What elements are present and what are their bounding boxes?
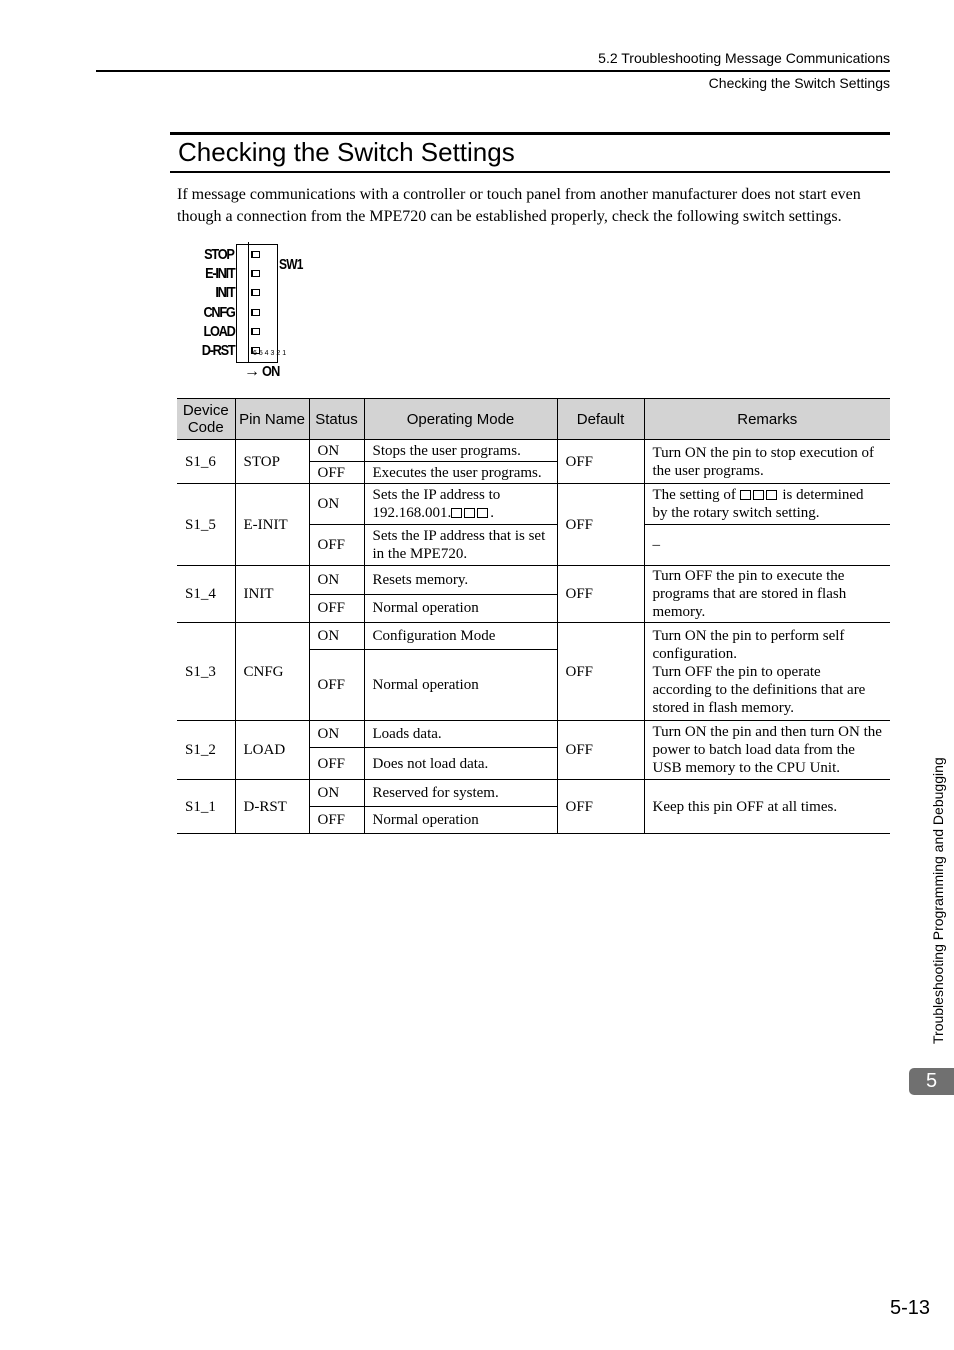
status-cell: ON [309, 440, 364, 462]
status-cell: OFF [309, 748, 364, 780]
col-header-status: Status [309, 399, 364, 440]
status-cell: OFF [309, 807, 364, 834]
operating-mode-cell: Reserved for system. [364, 780, 557, 807]
ip-suffix-text: . [490, 505, 494, 521]
device-code-cell: S1_1 [177, 780, 235, 834]
dip-label-d-rst: D-RST [201, 342, 234, 359]
dip-label-stop: STOP [204, 246, 234, 263]
dip-label-load: LOAD [202, 323, 234, 340]
remarks-prefix-text: The setting of [652, 487, 736, 503]
dip-label-cnfg: CNFG [202, 304, 234, 321]
placeholder-box-icon [766, 490, 777, 500]
remarks-line: Turn ON the pin to perform self configuration. [652, 627, 845, 662]
arrow-right-icon: → [244, 363, 260, 380]
status-cell: ON [309, 566, 364, 595]
pin-name-cell: LOAD [235, 721, 309, 780]
operating-mode-cell: Executes the user programs. [364, 462, 557, 484]
dip-pin [251, 289, 260, 296]
operating-mode-cell: Normal operation [364, 594, 557, 623]
operating-mode-cell: Sets the IP address that is set in the MPE720. [364, 525, 557, 566]
status-cell: OFF [309, 525, 364, 566]
operating-mode-cell: Resets memory. [364, 566, 557, 595]
table-row [177, 484, 890, 525]
device-code-cell: S1_4 [177, 566, 235, 623]
running-header-section: 5.2 Troubleshooting Message Communications [598, 50, 890, 66]
switch-name-label: SW1 [279, 256, 303, 273]
chapter-side-title: Troubleshooting Programming and Debugging [930, 757, 946, 1044]
status-cell: ON [309, 484, 364, 525]
placeholder-box-icon [451, 508, 462, 518]
operating-mode-cell: Stops the user programs. [364, 440, 557, 462]
dip-pin [251, 309, 260, 316]
table-row [177, 440, 890, 462]
status-cell: ON [309, 721, 364, 748]
dip-label-init: INIT [215, 284, 234, 301]
remarks-suffix-text: is determined by the rotary switch setting. [652, 487, 864, 521]
placeholder-box-icon [464, 508, 475, 518]
remarks-cell [644, 484, 890, 525]
remarks-cell: – [644, 525, 890, 566]
default-cell: OFF [557, 623, 644, 721]
placeholder-box-icon [477, 508, 488, 518]
pin-name-cell: D-RST [235, 780, 309, 834]
col-header-device-code: Device Code [177, 399, 235, 440]
default-cell: OFF [557, 484, 644, 566]
col-header-default: Default [557, 399, 644, 440]
operating-mode-cell: Does not load data. [364, 748, 557, 780]
default-cell: OFF [557, 440, 644, 484]
status-cell: OFF [309, 650, 364, 721]
operating-mode-cell: Loads data. [364, 721, 557, 748]
default-cell: OFF [557, 780, 644, 834]
switch-settings-table [177, 398, 890, 834]
remarks-cell [644, 623, 890, 721]
operating-mode-cell [364, 484, 557, 525]
pin-name-cell: STOP [235, 440, 309, 484]
device-code-cell: S1_5 [177, 484, 235, 566]
dip-pin-numbers: 6 5 4 3 2 1 [253, 350, 287, 357]
status-cell: OFF [309, 462, 364, 484]
dip-switch-figure [190, 238, 320, 383]
table-row [177, 623, 890, 650]
running-header-subsection: Checking the Switch Settings [708, 75, 890, 91]
default-cell: OFF [557, 566, 644, 623]
on-direction-label: ON [262, 363, 280, 380]
device-code-cell: S1_6 [177, 440, 235, 484]
remarks-line: Turn OFF the pin to operate according to the definitions that are stored in flash memory. [652, 663, 866, 716]
remarks-cell: Turn ON the pin and then turn ON the power to batch load data from the USB memory to the CPU Unit. [644, 721, 890, 780]
operating-mode-cell: Normal operation [364, 807, 557, 834]
device-code-cell: S1_3 [177, 623, 235, 721]
chapter-number-tab: 5 [909, 1068, 954, 1095]
col-header-pin-name: Pin Name [235, 399, 309, 440]
table-row [177, 566, 890, 595]
placeholder-box-icon [753, 490, 764, 500]
page-title: Checking the Switch Settings [178, 137, 515, 167]
page-number: 5-13 [889, 1297, 930, 1319]
placeholder-box-icon [740, 490, 751, 500]
intro-paragraph: If message communications with a controller or touch panel from another manufacturer does not start even though a connection from the MPE720 can be established properly, check the following switch settings. [177, 186, 861, 225]
status-cell: ON [309, 623, 364, 650]
pin-name-cell: CNFG [235, 623, 309, 721]
table-row [177, 721, 890, 748]
status-cell: OFF [309, 594, 364, 623]
device-code-cell: S1_2 [177, 721, 235, 780]
header-rule [96, 70, 890, 72]
operating-mode-cell: Configuration Mode [364, 623, 557, 650]
title-bar [170, 132, 890, 173]
col-header-remarks: Remarks [644, 399, 890, 440]
dip-pin [251, 270, 260, 277]
col-header-operating-mode: Operating Mode [364, 399, 557, 440]
default-cell: OFF [557, 721, 644, 780]
dip-pin [251, 328, 260, 335]
pin-name-cell: E-INIT [235, 484, 309, 566]
remarks-cell: Keep this pin OFF at all times. [644, 780, 890, 834]
ip-prefix-text: Sets the IP address to 192.168.001. [372, 487, 501, 521]
dip-switch-rail [238, 242, 249, 362]
dip-label-e-init: E-INIT [204, 265, 234, 282]
pin-name-cell: INIT [235, 566, 309, 623]
remarks-cell: Turn ON the pin to stop execution of the user programs. [644, 440, 890, 484]
remarks-cell: Turn OFF the pin to execute the programs that are stored in flash memory. [644, 566, 890, 623]
table-row [177, 780, 890, 807]
table-header-row [177, 399, 890, 440]
status-cell: ON [309, 780, 364, 807]
operating-mode-cell: Normal operation [364, 650, 557, 721]
dip-pin [251, 251, 260, 258]
